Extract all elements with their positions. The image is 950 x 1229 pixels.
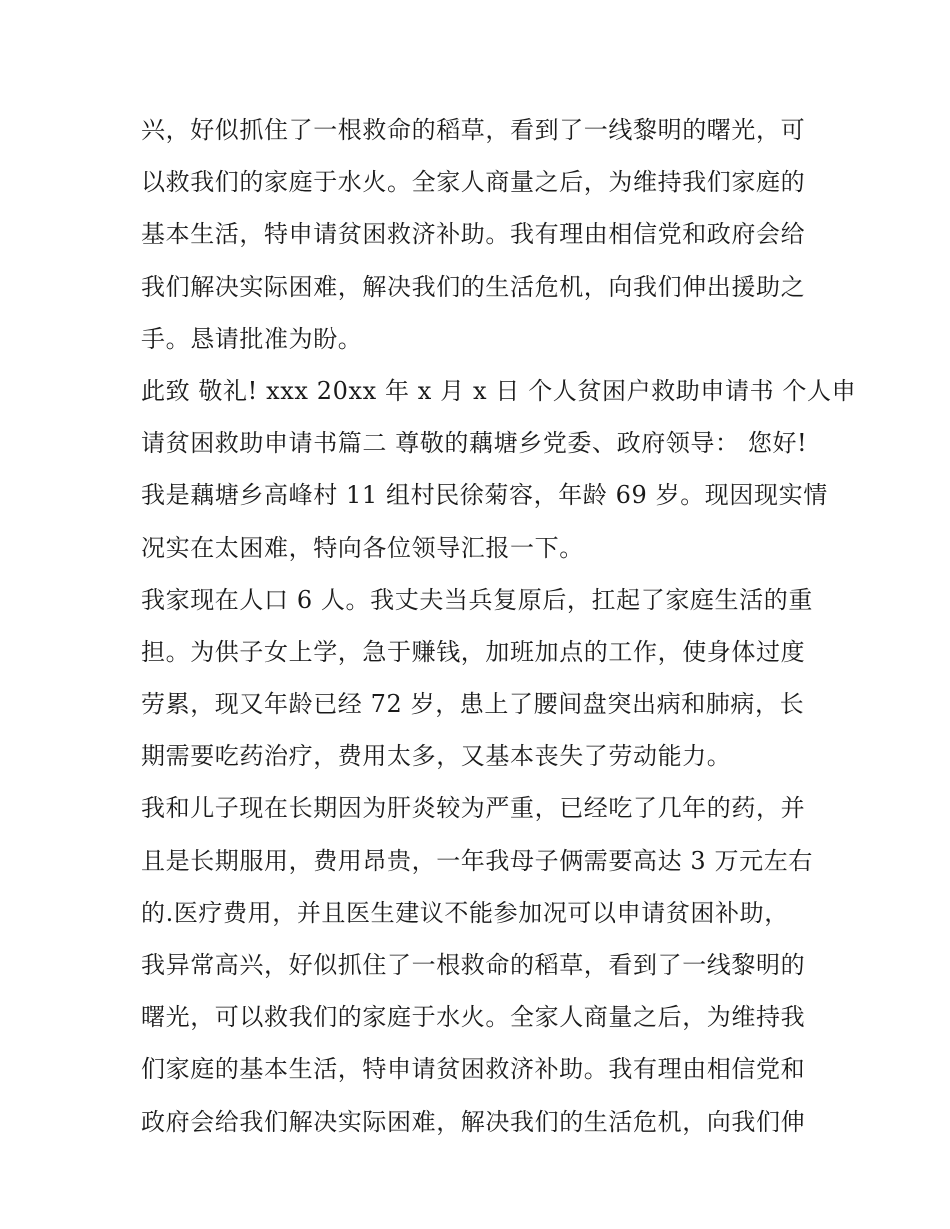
text-line: 我家现在人口 6 人。我丈夫当兵复原后，扛起了家庭生活的重 (141, 585, 813, 614)
text-line: 我们解决实际困难，解决我们的生活危机，向我们伸出援助之 (141, 272, 806, 301)
text-line: 的.医疗费用，并且医生建议不能参加况可以申请贫困补助， (141, 898, 789, 927)
text-line: 兴，好似抓住了一根救命的稻草，看到了一线黎明的曙光，可 (141, 116, 806, 144)
text-line: 期需要吃药治疗，费用太多，又基本丧失了劳动能力。 (141, 742, 732, 771)
text-line: 况实在太困难，特向各位领导汇报一下。 (141, 533, 584, 562)
document-body (141, 104, 857, 1148)
text-line: 请贫困救助申请书篇二 尊敬的藕塘乡党委、政府领导： 您好! (141, 429, 808, 458)
text-line: 们家庭的基本生活，特申请贫困救济补助。我有理由相信党和 (141, 1055, 806, 1084)
text-line: 担。为供子女上学，急于赚钱，加班加点的工作，使身体过度 (141, 637, 806, 666)
text-line: 手。恳请批准为盼。 (141, 324, 363, 353)
text-line: 且是长期服用，费用昂贵，一年我母子俩需要高达 3 万元左右 (141, 846, 813, 875)
text-line: 我异常高兴，好似抓住了一根救命的稻草，看到了一线黎明的 (141, 951, 806, 979)
text-line: 政府会给我们解决实际困难，解决我们的生活危机，向我们伸 (141, 1107, 806, 1136)
text-line: 我是藕塘乡高峰村 11 组村民徐菊容，年龄 69 岁。现因现实情 (141, 481, 828, 510)
text-line: 劳累，现又年龄已经 72 岁，患上了腰间盘突出病和肺病，长 (141, 690, 805, 719)
text-line: 以救我们的家庭于水火。全家人商量之后，为维持我们家庭的 (141, 168, 806, 197)
text-line: 曙光，可以救我们的家庭于水火。全家人商量之后，为维持我 (141, 1003, 806, 1032)
text-line: 此致 敬礼! xxx 20xx 年 x 月 x 日 个人贫困户救助申请书 个人申 (141, 376, 857, 405)
text-line: 基本生活，特申请贫困救济补助。我有理由相信党和政府会给 (141, 220, 806, 249)
text-line: 我和儿子现在长期因为肝炎较为严重，已经吃了几年的药，并 (141, 794, 806, 823)
